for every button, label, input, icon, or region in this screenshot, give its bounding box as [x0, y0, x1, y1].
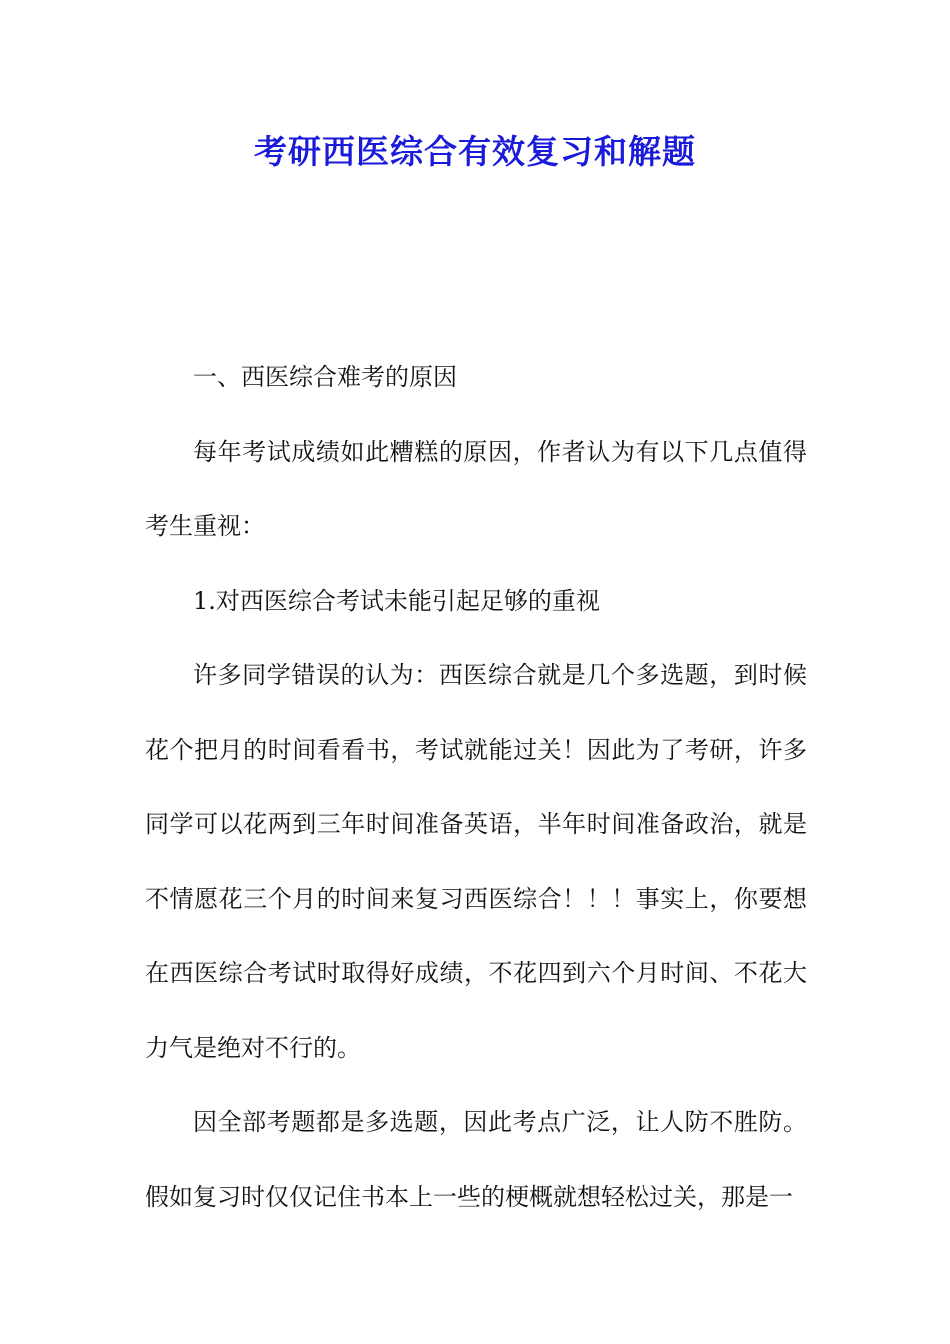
subsection-heading: 1.对西医综合考试未能引起足够的重视: [193, 586, 600, 615]
section-heading: 一、西医综合难考的原因: [193, 363, 457, 391]
paragraph: 每年考试成绩如此糟糕的原因，作者认为有以下几点值得考生重视：: [145, 437, 807, 540]
paragraph: 许多同学错误的认为：西医综合就是几个多选题，到时候花个把月的时间看看书，考试就能过关！因此为了考研，许多同学可以花两到三年时间准备英语，半年时间准备政治，就是不情愿花三个月的时间来复习西医综合！！！事实上，你要想在西医综合考试时取得好成绩，不花四到六个月时间、不花大力气是绝对不行的。: [145, 661, 807, 1062]
document-body: [145, 340, 807, 1234]
document-title: 考研西医综合有效复习和解题: [254, 132, 696, 171]
paragraph: 因全部考题都是多选题，因此考点广泛，让人防不胜防。假如复习时仅仅记住书本上一些的梗概就想轻松过关，那是一: [145, 1108, 807, 1211]
